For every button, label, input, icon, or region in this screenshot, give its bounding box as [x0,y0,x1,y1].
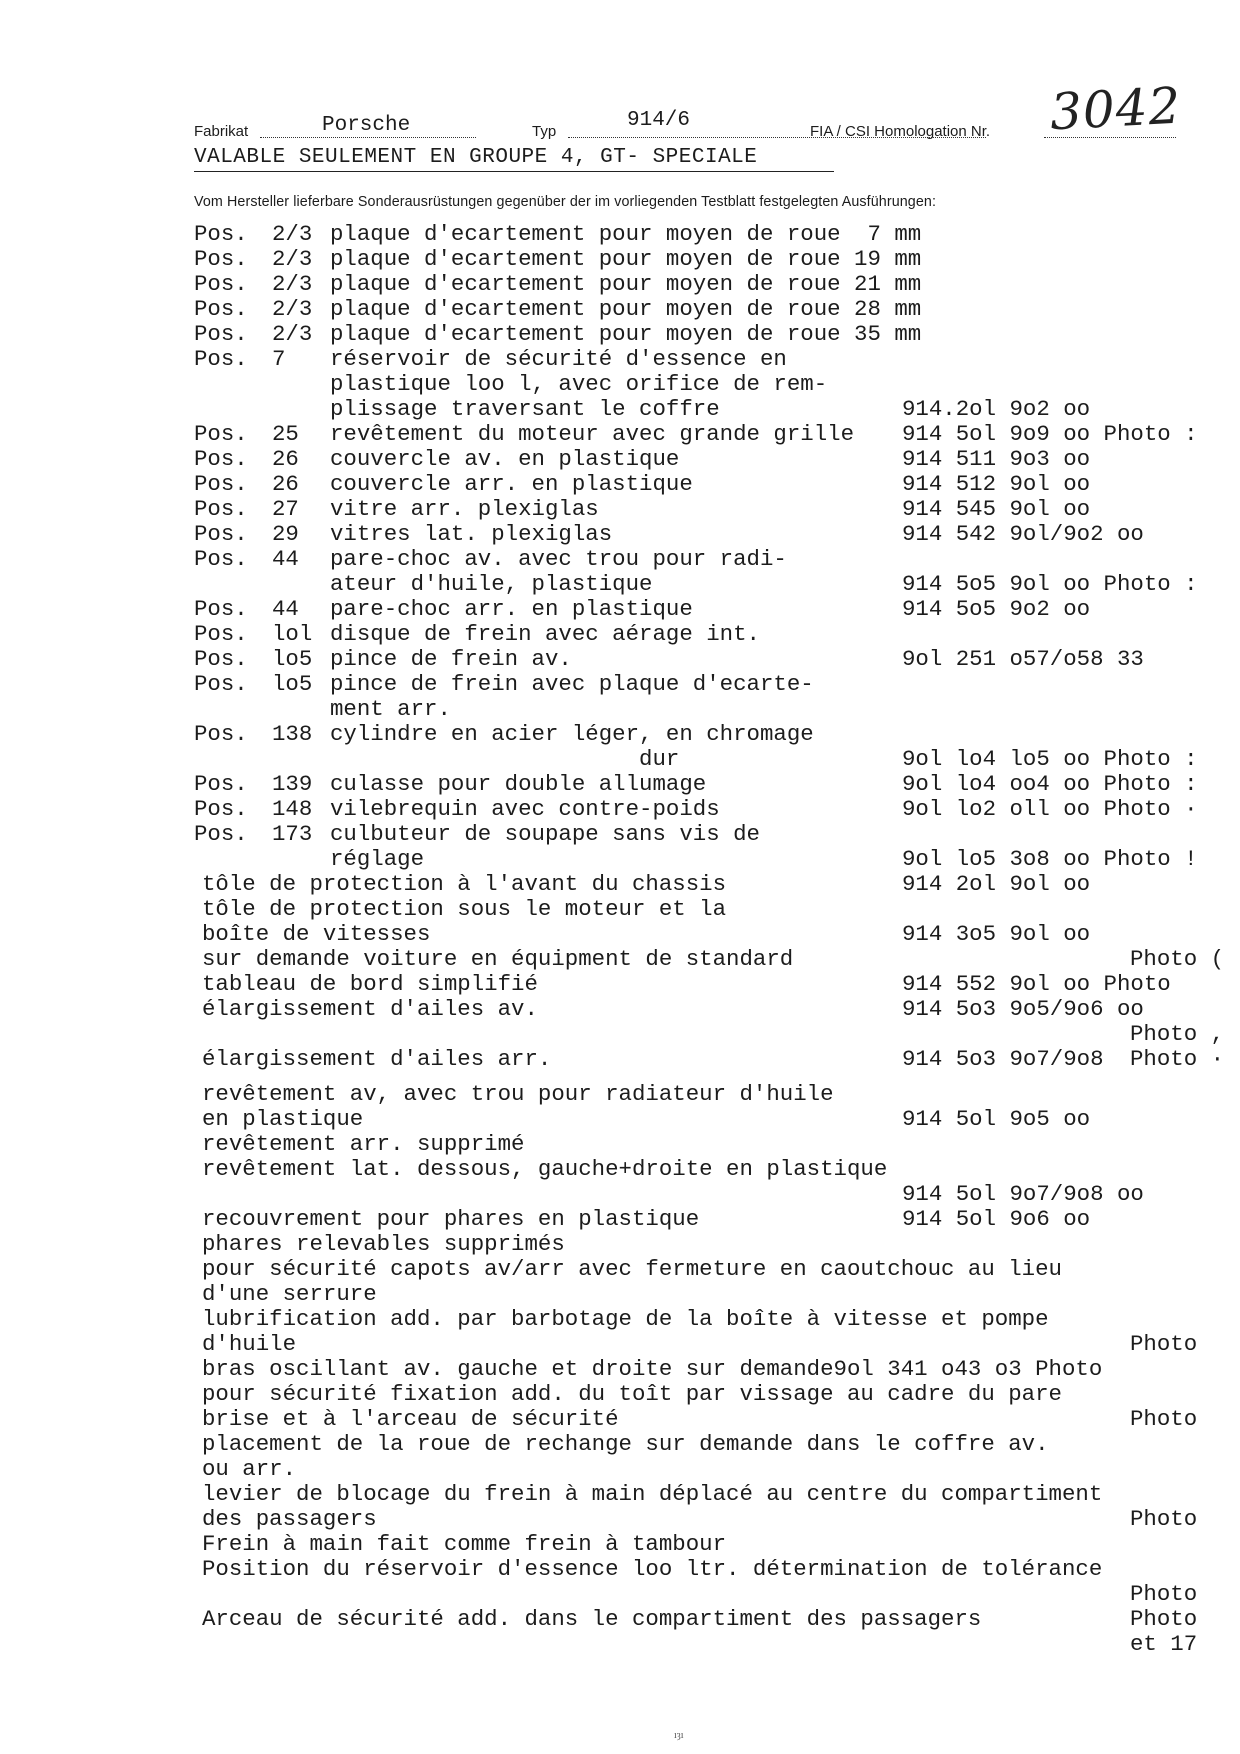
position-prefix: Pos. [194,646,248,672]
position-prefix: Pos. [194,621,248,647]
position-number: 2/3 [272,246,313,272]
item-description: dur [330,746,680,772]
part-reference: 9ol lo4 oo4 oo Photo : [902,771,1198,797]
fia-homologation-label: FIA / CSI Homologation Nr. [810,123,991,140]
item-text: tôle de protection sous le moteur et la [202,896,727,922]
item-description: réglage [330,846,425,872]
item-description: couvercle arr. en plastique [330,471,693,497]
position-number: 138 [272,721,313,747]
position-number: 25 [272,421,299,447]
part-reference: 914 3o5 9ol oo [902,921,1091,947]
part-reference: 914 5o5 9o2 oo [902,596,1091,622]
item-description: cylindre en acier léger, en chromage [330,721,814,747]
item-text: revêtement arr. supprimé [202,1131,525,1157]
item-text: levier de blocage du frein à main déplacé au centre du compartiment [202,1481,1103,1507]
item-text: tôle de protection à l'avant du chassis [202,871,727,897]
item-text: pour sécurité capots av/arr avec fermeture en caoutchouc au lieu [202,1256,1062,1282]
position-prefix: Pos. [194,721,248,747]
part-reference: 914.2ol 9o2 oo [902,396,1091,422]
item-text: Position du réservoir d'essence loo ltr. détermination de tolérance [202,1556,1103,1582]
position-number: 44 [272,546,299,572]
part-reference: 914 5o5 9ol oo Photo : [902,571,1198,597]
photo-reference: Photo [1130,1331,1198,1357]
item-description: pare-choc arr. en plastique [330,596,693,622]
item-text: lubrification add. par barbotage de la boîte à vitesse et pompe [202,1306,1049,1332]
item-text: pour sécurité fixation add. du toît par vissage au cadre du pare [202,1381,1062,1407]
position-number: 139 [272,771,313,797]
item-description: réservoir de sécurité d'essence en [330,346,787,372]
part-reference: 9ol lo2 oll oo Photo · [902,796,1198,822]
position-number: 26 [272,446,299,472]
item-text: phares relevables supprimés [202,1231,565,1257]
item-text: ou arr. [202,1456,297,1482]
position-prefix: Pos. [194,446,248,472]
item-description: couvercle av. en plastique [330,446,680,472]
position-number: 173 [272,821,313,847]
item-text: d'une serrure [202,1281,377,1307]
position-prefix: Pos. [194,671,248,697]
item-description: vitre arr. plexiglas [330,496,599,522]
fabrikat-label: Fabrikat [194,123,249,140]
item-text: tableau de bord simplifié [202,971,538,997]
position-prefix: Pos. [194,821,248,847]
footer-mark: ıȝı [674,1730,684,1741]
item-text: Frein à main fait comme frein à tambour [202,1531,727,1557]
part-reference: 914 2ol 9ol oo [902,871,1091,897]
item-description: revêtement du moteur avec grande grille [330,421,855,447]
item-text: placement de la roue de rechange sur demande dans le coffre av. [202,1431,1049,1457]
part-reference: 914 5ol 9o5 oo [902,1106,1091,1132]
item-description: plaque d'ecartement pour moyen de roue 28 mm [330,296,922,322]
photo-reference: Photo [1130,1406,1198,1432]
position-prefix: Pos. [194,296,248,322]
item-description: vitres lat. plexiglas [330,521,613,547]
item-text: Arceau de sécurité add. dans le compartiment des passagers [202,1606,982,1632]
typ-value: 914/6 [627,109,691,132]
groupe-title: VALABLE SEULEMENT EN GROUPE 4, GT- SPECIALE [194,146,758,169]
part-reference: 914 5o3 9o5/9o6 oo [902,996,1144,1022]
photo-reference: Photo [1130,1606,1198,1632]
item-text: boîte de vitesses [202,921,431,947]
position-prefix: Pos. [194,321,248,347]
position-number: 2/3 [272,296,313,322]
item-description: plaque d'ecartement pour moyen de roue 35 mm [330,321,922,347]
position-number: 2/3 [272,221,313,247]
item-description: plissage traversant le coffre [330,396,720,422]
homologation-number-handwritten: 3042 [1048,76,1183,142]
photo-reference: Photo [1130,1506,1198,1532]
position-number: 26 [272,471,299,497]
position-prefix: Pos. [194,496,248,522]
part-reference: 914 512 9ol oo [902,471,1091,497]
position-prefix: Pos. [194,771,248,797]
photo-reference: Photo ( [1130,946,1225,972]
part-reference: 914 511 9o3 oo [902,446,1091,472]
item-description: disque de frein avec aérage int. [330,621,760,647]
position-number: 148 [272,796,313,822]
part-reference: 9ol lo5 3o8 oo Photo ! [902,846,1198,872]
part-reference: 914 5o3 9o7/9o8 [902,1046,1104,1072]
item-description: pince de frein av. [330,646,572,672]
position-prefix: Pos. [194,546,248,572]
item-text: bras oscillant av. gauche et droite sur demande9ol 341 o43 o3 Photo [202,1356,1103,1382]
position-prefix: Pos. [194,596,248,622]
position-number: 7 [272,346,286,372]
item-description: plaque d'ecartement pour moyen de roue 19 mm [330,246,922,272]
position-prefix: Pos. [194,471,248,497]
item-text: revêtement av, avec trou pour radiateur d'huile [202,1081,834,1107]
photo-reference: Photo [1130,1581,1198,1607]
part-reference: 914 542 9ol/9o2 oo [902,521,1144,547]
item-text: d'huile [202,1331,297,1357]
item-text: brise et à l'arceau de sécurité [202,1406,619,1432]
position-number: 2/3 [272,321,313,347]
item-description: plaque d'ecartement pour moyen de roue 21 mm [330,271,922,297]
item-text: revêtement lat. dessous, gauche+droite en plastique [202,1156,888,1182]
position-number: 2/3 [272,271,313,297]
item-text: élargissement d'ailes arr. [202,1046,552,1072]
item-text: en plastique [202,1106,364,1132]
position-number: lo5 [272,646,313,672]
position-prefix: Pos. [194,271,248,297]
position-prefix: Pos. [194,796,248,822]
item-description: ment arr. [330,696,451,722]
position-prefix: Pos. [194,221,248,247]
item-text: élargissement d'ailes av. [202,996,538,1022]
position-prefix: Pos. [194,521,248,547]
item-text: recouvrement pour phares en plastique [202,1206,700,1232]
position-number: lol [272,621,313,647]
item-description: pare-choc av. avec trou pour radi- [330,546,787,572]
part-reference: 914 5ol 9o9 oo Photo : [902,421,1198,447]
item-description: culbuteur de soupape sans vis de [330,821,760,847]
item-description: culasse pour double allumage [330,771,707,797]
item-description: pince de frein avec plaque d'ecarte- [330,671,814,697]
subheading: Vom Hersteller lieferbare Sonderausrüstungen gegenüber der im vorliegenden Testblatt festgelegten Ausführungen: [194,194,937,210]
item-text: sur demande voiture en équipment de standard [202,946,794,972]
position-prefix: Pos. [194,346,248,372]
part-reference: 914 552 9ol oo Photo [902,971,1171,997]
item-description: plastique loo l, avec orifice de rem- [330,371,828,397]
part-reference: 914 5ol 9o7/9o8 oo [902,1181,1144,1207]
position-prefix: Pos. [194,246,248,272]
photo-reference: et 17 [1130,1631,1198,1657]
part-reference: 914 5ol 9o6 oo [902,1206,1091,1232]
position-number: 29 [272,521,299,547]
part-reference: 9ol 251 o57/o58 33 [902,646,1144,672]
position-number: lo5 [272,671,313,697]
item-description: vilebrequin avec contre-poids [330,796,720,822]
position-number: 27 [272,496,299,522]
position-number: 44 [272,596,299,622]
typ-label: Typ [532,123,557,140]
photo-reference: Photo · [1130,1046,1225,1072]
fabrikat-value: Porsche [322,114,411,137]
item-description: plaque d'ecartement pour moyen de roue 7 mm [330,221,922,247]
item-text: des passagers [202,1506,377,1532]
part-reference: 914 545 9ol oo [902,496,1091,522]
position-prefix: Pos. [194,421,248,447]
item-description: ateur d'huile, plastique [330,571,653,597]
part-reference: 9ol lo4 lo5 oo Photo : [902,746,1198,772]
photo-reference: Photo , [1130,1021,1225,1047]
